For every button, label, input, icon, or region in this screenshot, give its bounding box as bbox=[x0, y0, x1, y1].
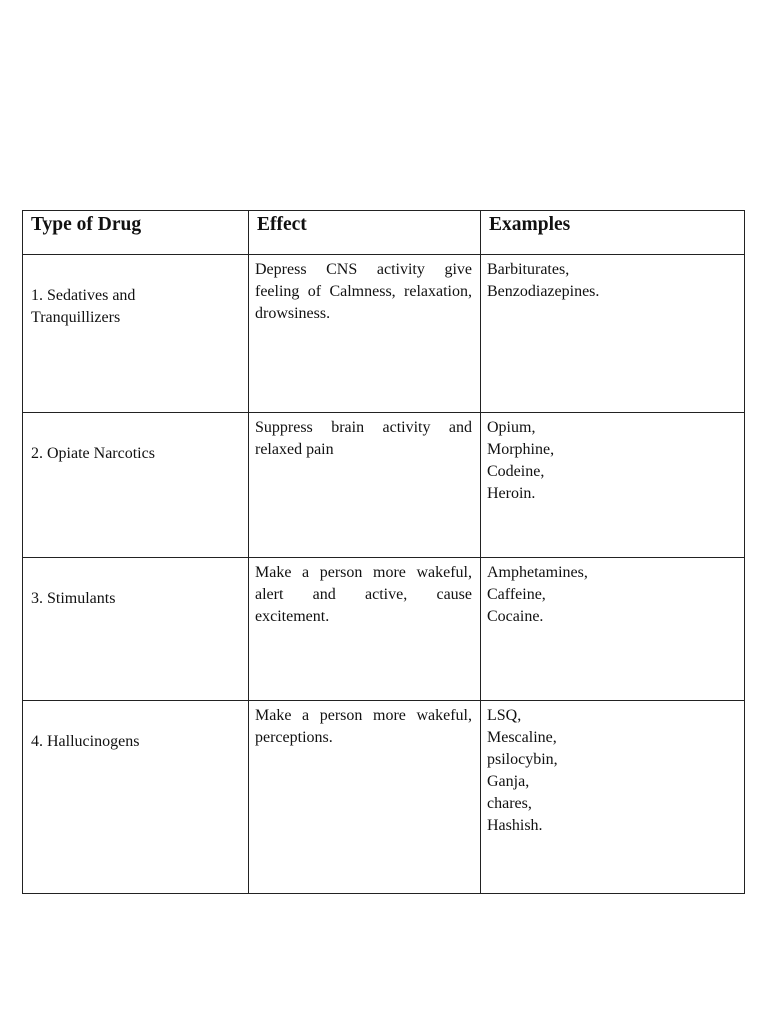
example-item: psilocybin, bbox=[487, 751, 558, 768]
example-item: Mescaline, bbox=[487, 729, 557, 746]
example-item: Opium, bbox=[487, 419, 536, 436]
example-item: Benzodiazepines. bbox=[487, 283, 600, 300]
header-type: Type of Drug bbox=[23, 211, 249, 255]
type-line: 4. Hallucinogens bbox=[31, 733, 140, 750]
header-row bbox=[23, 211, 745, 255]
example-item: Barbiturates, bbox=[487, 261, 570, 278]
example-item: Codeine, bbox=[487, 463, 545, 480]
header-effect: Effect bbox=[249, 211, 481, 255]
table-row bbox=[23, 413, 745, 558]
examples-cell bbox=[481, 255, 745, 413]
example-item: Amphetamines, bbox=[487, 564, 588, 581]
example-item: Hashish. bbox=[487, 817, 543, 834]
example-item: Heroin. bbox=[487, 485, 536, 502]
example-item: chares, bbox=[487, 795, 532, 812]
effect-cell: Make a person more wakeful, perceptions. bbox=[249, 701, 481, 894]
effect-cell: Make a person more wakeful, alert and active, cause excitement. bbox=[249, 558, 481, 701]
type-cell bbox=[23, 701, 249, 894]
example-item: Ganja, bbox=[487, 773, 530, 790]
drug-table bbox=[22, 210, 745, 894]
examples-cell bbox=[481, 413, 745, 558]
header-examples: Examples bbox=[481, 211, 745, 255]
example-item: Morphine, bbox=[487, 441, 555, 458]
table-row bbox=[23, 701, 745, 894]
effect-cell: Suppress brain activity and relaxed pain bbox=[249, 413, 481, 558]
example-item: Caffeine, bbox=[487, 586, 546, 603]
type-line: 1. Sedatives and bbox=[31, 287, 136, 304]
examples-cell bbox=[481, 558, 745, 701]
examples-cell bbox=[481, 701, 745, 894]
example-item: LSQ, bbox=[487, 707, 522, 724]
type-line: 2. Opiate Narcotics bbox=[31, 445, 155, 462]
type-line: Tranquillizers bbox=[31, 309, 121, 326]
table-row bbox=[23, 255, 745, 413]
example-item: Cocaine. bbox=[487, 608, 544, 625]
type-line: 3. Stimulants bbox=[31, 590, 116, 607]
effect-cell: Depress CNS activity give feeling of Calmness, relaxation, drowsiness. bbox=[249, 255, 481, 413]
type-cell bbox=[23, 558, 249, 701]
table-row bbox=[23, 558, 745, 701]
type-cell bbox=[23, 255, 249, 413]
type-cell bbox=[23, 413, 249, 558]
